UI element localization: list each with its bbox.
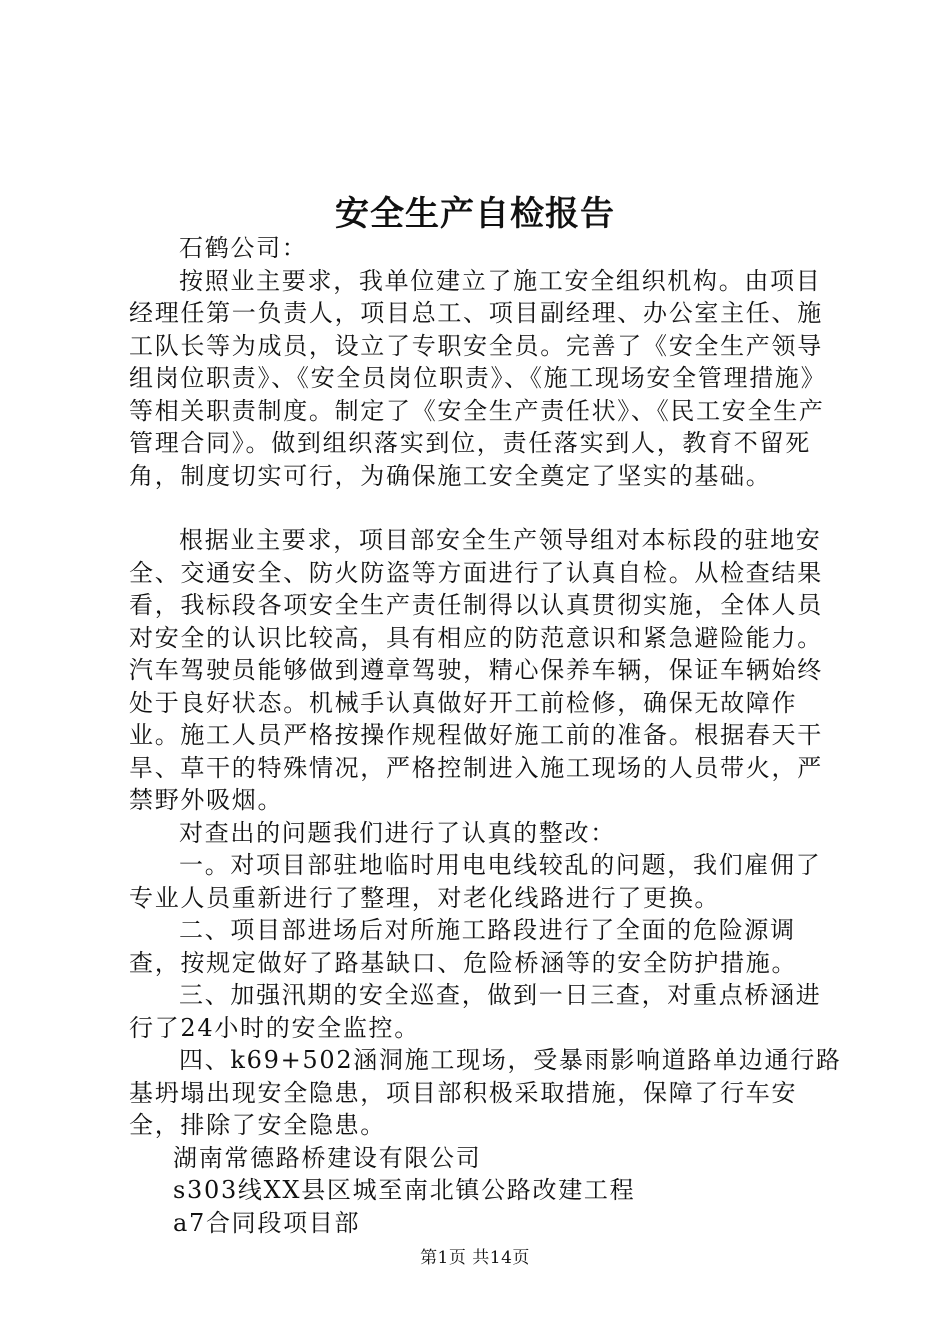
salutation: 石鹤公司： (179, 234, 308, 262)
paragraph-organization: 按照业主要求，我单位建立了施工安全组织机构。由项目经理任第一负责人，项目总工、项目副经理、办公室主任、施工队长等为成员，设立了专职安全员。完善了《安全生产领导组岗位职责》、《安全员岗位职责》、《施工现场安全管理措施》等相关职责制度。制定了《安全生产责任状》、《民工安全生产管理合同》。做到组织落实到位，责任落实到人，教育不留死角，制度切实可行，为确保施工安全奠定了坚实的基础。 (129, 266, 827, 490)
paragraph-item-1: 一。对项目部驻地临时用电电线较乱的问题，我们雇佣了专业人员重新进行了整理，对老化线路进行了更换。 (129, 851, 822, 912)
paragraph-gap (129, 492, 845, 524)
paragraph-item-2: 二、项目部进场后对所施工路段进行了全面的危险源调查，按规定做好了路基缺口、危险桥涵等的安全防护措施。 (129, 916, 798, 977)
document-body (129, 232, 845, 1239)
document-title: 安全生产自检报告 (335, 194, 615, 234)
paragraph-rectification-intro: 对查出的问题我们进行了认真的整改： (179, 818, 616, 847)
paragraph-item-3: 三、加强汛期的安全巡查，做到一日三查，对重点桥涵进行了24小时的安全监控。 (129, 981, 822, 1042)
page-footer: 第1页 共14页 (420, 1248, 530, 1268)
paragraph-item-4: 四、k69+502涵洞施工现场，受暴雨影响道路单边通行路基坍塌出现安全隐患，项目部积极采取措施，保障了行车安全，排除了安全隐患。 (129, 1046, 842, 1139)
signature-project: s303线XX县区城至南北镇公路改建工程 (173, 1176, 636, 1204)
paragraph-self-inspection: 根据业主要求，项目部安全生产领导组对本标段的驻地安全、交通安全、防火防盗等方面进行了认真自检。从检查结果看，我标段各项安全生产责任制得以认真贯彻实施，全体人员对安全的认识比较高，具有相应的防范意识和紧急避险能力。汽车驾驶员能够做到遵章驾驶，精心保养车辆，保证车辆始终处于良好状态。机械手认真做好开工前检修，确保无故障作业。施工人员严格按操作规程做好施工前的准备。根据春天干旱、草干的特殊情况，严格控制进入施工现场的人员带火，严禁野外吸烟。 (129, 526, 823, 814)
signature-company: 湖南常德路桥建设有限公司 (173, 1143, 482, 1172)
signature-department: a7合同段项目部 (173, 1208, 361, 1237)
